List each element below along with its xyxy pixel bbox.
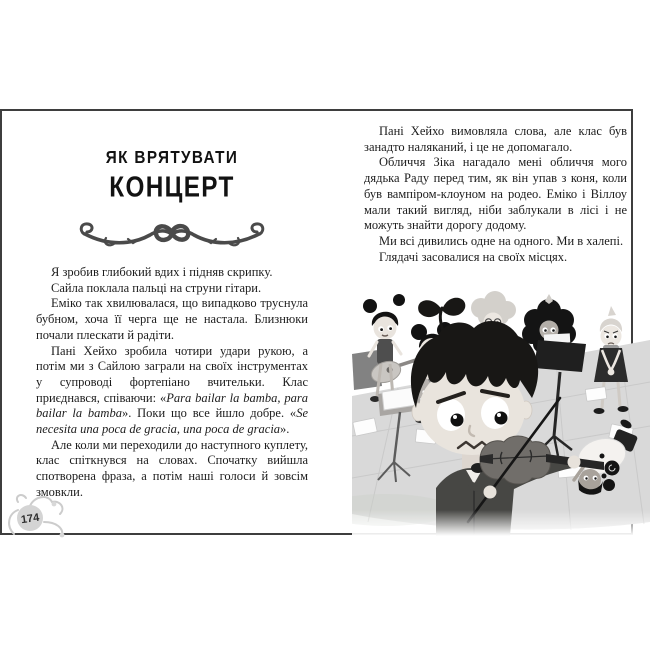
- chapter-title-line2: КОНЦЕРТ: [109, 171, 235, 203]
- page-number-ornament: [4, 492, 70, 540]
- paragraph: Обличчя Зіка нагадало мені обличчя мого дядька Раду перед тим, як він упав з коня, коли був вампіром-клоуном на родео. Еміко і Віллоу мали такий вигляд, ніби заблукали в лісі і не можуть знайти дорогу додому.: [364, 155, 627, 233]
- paragraph: Пані Хейхо зробила чотири удари рукою, а потім ми з Сайлою заграли на своїх інструментах у супроводі фортепіано вчительки. Клас приєднався, співаючи: «Para bailar la bamba, para bailar la bamba». Поки що все йшло добре. «Se necesita una poca de gracia, una poca de gracia».: [36, 343, 308, 437]
- chapter-title: [36, 148, 308, 203]
- paragraph: Ми всі дивились одне на одного. Ми в халепі.: [379, 233, 624, 248]
- paragraph: Сайла поклала пальці на струни гітари.: [51, 280, 262, 295]
- chapter-title-line1: ЯК ВРЯТУВАТИ: [105, 147, 239, 168]
- classroom-concert-illustration: [352, 284, 650, 536]
- flourish-divider-icon: [70, 214, 274, 250]
- right-page: [364, 124, 627, 265]
- paragraph: Але коли ми переходили до наступного куплету, клас спіткнувся на словах. Спочатку вийшла спотворена фраза, а потім наші голоси й зовсім змовкли.: [36, 437, 308, 499]
- paragraph: Я зробив глибокий вдих і підняв скрипку.: [51, 265, 273, 279]
- paragraph: Глядачі засовалися на своїх місцях.: [379, 249, 568, 264]
- left-page: [36, 148, 308, 501]
- page-number: 174: [20, 511, 41, 527]
- paragraph: Пані Хейхо вимовляла слова, але клас був занадто наляканий, і це не допомагало.: [364, 124, 627, 154]
- paragraph: Еміко так хвилювалася, що випадково труснула бубном, хоча її черга ще не настала. Близнюки почали плескати й радіти.: [36, 296, 308, 342]
- left-page-text: [36, 265, 308, 501]
